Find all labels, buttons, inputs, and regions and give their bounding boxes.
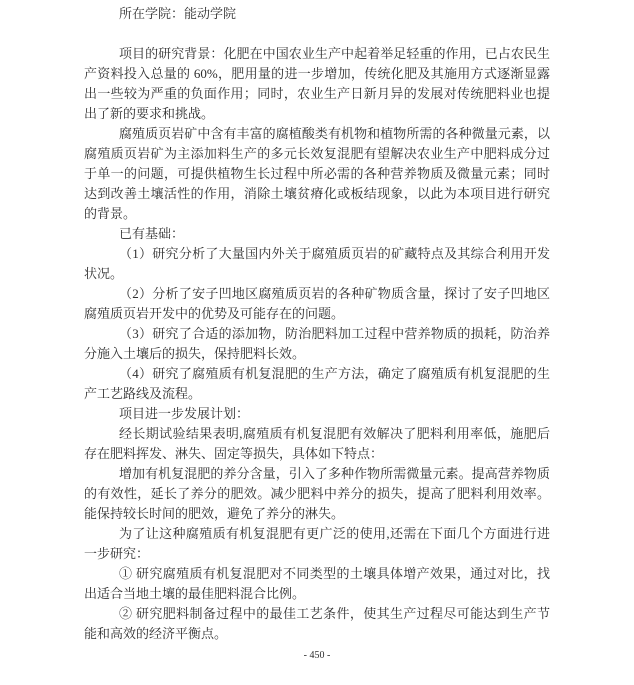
- page-number: - 450 -: [303, 650, 331, 661]
- paragraph-test-results: 经长期试验结果表明,腐殖质有机复混肥有效解决了肥料利用率低，施肥后存在肥料挥发、淋失、固定等损失，具体如下特点：: [84, 426, 550, 461]
- paragraph-research-item-2: ② 研究肥料制备过程中的最佳工艺条件，使其生产过程尽可能达到生产节能和高效的经济平衡点。: [84, 606, 550, 641]
- paragraph-existing-basis-heading: 已有基础：: [119, 226, 185, 241]
- paragraph-basis-item-3: （3）研究了合适的添加物，防治肥料加工过程中营养物质的损耗，防治养分施入土壤后的损失，保持肥料长效。: [84, 326, 550, 361]
- paragraph-humus-shale-intro: 腐殖质页岩矿中含有丰富的腐植酸类有机物和植物所需的各种微量元素，以腐殖质页岩矿为主添加料生产的多元长效复混肥有望解决农业生产中肥料成分过于单一的问题，可提供植物生长过程中所必需的各种营养物质及微量元素；同时达到改善土壤活性的作用，消除土壤贫瘠化或板结现象，以此为本项目进行研究的背景。: [84, 126, 550, 221]
- paragraph-development-plan-heading: 项目进一步发展计划：: [119, 406, 250, 421]
- paragraph-basis-item-1: （1）研究分析了大量国内外关于腐殖质页岩的矿藏特点及其综合利用开发状况。: [84, 246, 550, 281]
- paragraph-research-item-1: ① 研究腐殖质有机复混肥对不同类型的土壤具体增产效果，通过对比，找出适合当地土壤的最佳肥料混合比例。: [84, 566, 550, 601]
- paragraph-further-research-intro: 为了让这种腐殖质有机复混肥有更广泛的使用,还需在下面几个方面进行进一步研究：: [84, 526, 550, 561]
- paragraph-research-background: 项目的研究背景：化肥在中国农业生产中起着举足轻重的作用，已占农民生产资料投入总量的 60%，肥用量的进一步增加，传统化肥及其施用方式逐渐显露出一些较为严重的负面作用；同时，农业生产日新月异的发展对传统肥料业也提出了新的要求和挑战。: [84, 46, 550, 121]
- paragraph-basis-item-2: （2）分析了安子凹地区腐殖质页岩的各种矿物质含量，探讨了安子凹地区腐殖质页岩开发中的优势及可能存在的问题。: [84, 286, 550, 321]
- paragraph-basis-item-4: （4）研究了腐殖质有机复混肥的生产方法，确定了腐殖质有机复混肥的生产工艺路线及流程。: [84, 366, 550, 401]
- paragraph-features: 增加有机复混肥的养分含量，引入了多种作物所需微量元素。提高营养物质的有效性，延长了养分的肥效。减少肥料中养分的损失，提高了肥料利用效率。能保持较长时间的肥效，避免了养分的淋失。: [84, 466, 550, 521]
- document-body: [84, 4, 550, 644]
- affiliation-line: 所在学院：能动学院: [119, 6, 237, 21]
